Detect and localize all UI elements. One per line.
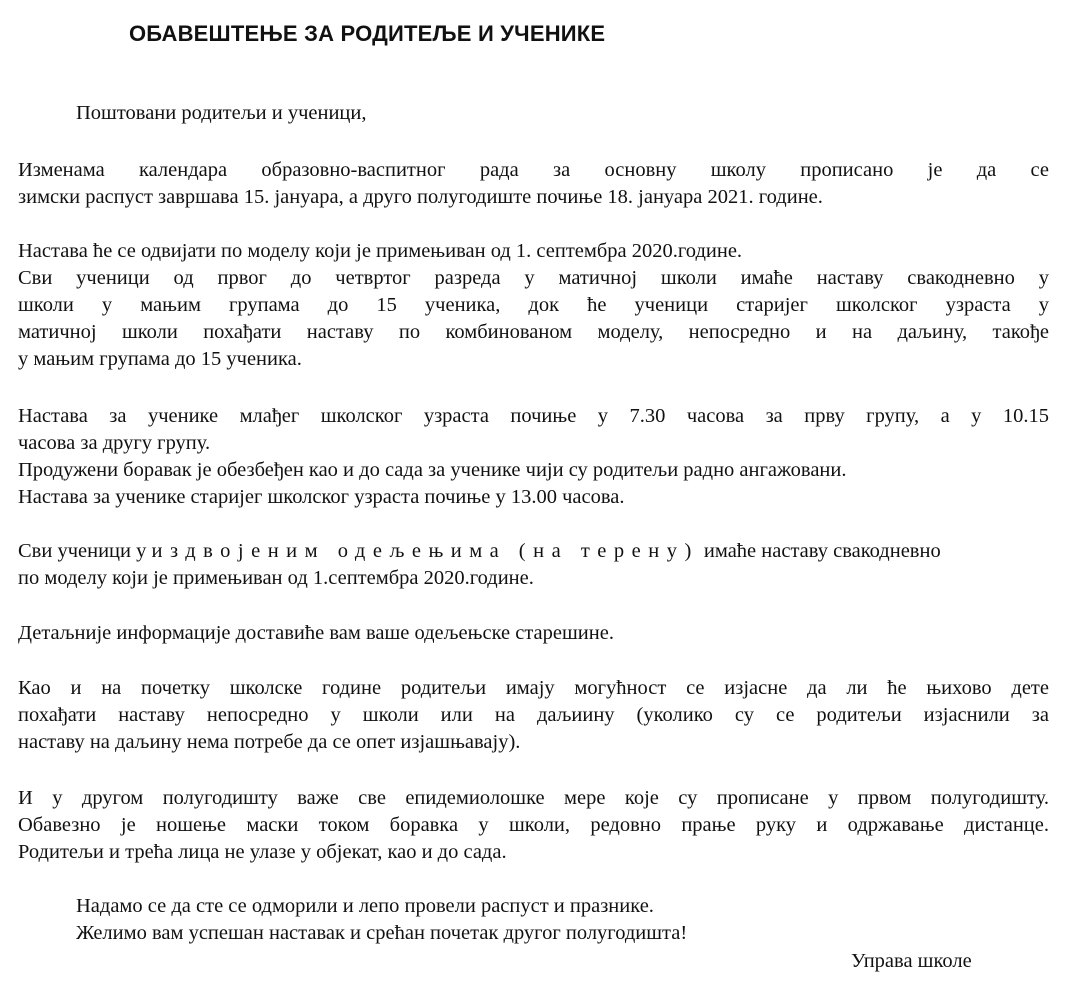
paragraph-line: зимски распуст завршава 15. јануара, а друго полугодиште почиње 18. јануара 2021. године. [18, 186, 823, 208]
spaced-text: издвојеним одељењима (на терену) [151, 540, 699, 562]
paragraph-line: матичној школи похађати наставу по комбинованом моделу, непосредно и на даљину, такође [18, 321, 1049, 343]
paragraph-line: по моделу који је примењиван од 1.септембра 2020.године. [18, 567, 534, 589]
paragraph-separate-units [18, 538, 1049, 592]
signature: Управа школе [851, 950, 972, 972]
paragraph-line: Родитељи и трећа лица не улазе у објекат, као и до сада. [18, 841, 507, 863]
paragraph-schedule [18, 403, 1049, 511]
closing-line: Желимо вам успешан наставак и срећан почетак другог полугодишта! [76, 922, 688, 944]
text-segment: имаће наставу свакодневно [698, 540, 941, 562]
paragraph-parent-choice [18, 675, 1049, 756]
paragraph-epidemiological-measures [18, 785, 1049, 866]
paragraph-calendar [18, 157, 1049, 211]
paragraph-line: часова за другу групу. [18, 432, 211, 454]
paragraph-line: Детаљније информације доставиће вам ваше одељењске старешине. [18, 622, 614, 644]
closing-wishes [76, 893, 687, 947]
paragraph-line: наставу на даљину нема потребе да се опет изјашњавају). [18, 731, 521, 753]
paragraph-line: Настава за ученике старијег школског узраста почиње у 13.00 часова. [18, 486, 625, 508]
text-segment: Сви ученици у [18, 540, 152, 562]
document-title: ОБАВЕШТЕЊЕ ЗА РОДИТЕЉЕ И УЧЕНИКЕ [129, 21, 606, 46]
paragraph-line: у мањим групама до 15 ученика. [18, 348, 302, 370]
paragraph-line: И у другом полугодишту важе све епидемиолошке мере које су прописане у првом полугодишту. [18, 787, 1049, 809]
greeting: Поштовани родитељи и ученици, [76, 102, 367, 124]
paragraph-line: Продужени боравак је обезбеђен као и до сада за ученике чији су родитељи радно ангажовани. [18, 459, 847, 481]
paragraph-more-info [18, 620, 1049, 647]
paragraph-line: Као и на почетку школске године родитељи имају могућност се изјасне да ли ће њихово дете [18, 677, 1049, 699]
paragraph-line: школи у мањим групама до 15 ученика, док ће ученици старијег школског узраста у [18, 294, 1049, 316]
paragraph-teaching-model [18, 238, 1049, 373]
closing-line: Надамо се да сте се одморили и лепо провели распуст и празнике. [76, 895, 654, 917]
paragraph-line: Сви ученици од првог до четвртог разреда у матичној школи имаће наставу свакодневно у [18, 267, 1049, 289]
paragraph-line: Настава ће се одвијати по моделу који је примењиван од 1. септембра 2020.године. [18, 240, 743, 262]
paragraph-line: похађати наставу непосредно у школи или на даљиину (уколико су се родитељи изјаснили за [18, 704, 1049, 726]
paragraph-line [18, 538, 1049, 565]
paragraph-line: Изменама календара образовно-васпитног рада за основну школу прописано је да се [18, 159, 1049, 181]
paragraph-line: Настава за ученике млађег школског узраста почиње у 7.30 часова за прву групу, а у 10.15 [18, 405, 1049, 427]
paragraph-line: Обавезно је ношење маски током боравка у школи, редовно прање руку и одржавање дистанце. [18, 814, 1049, 836]
